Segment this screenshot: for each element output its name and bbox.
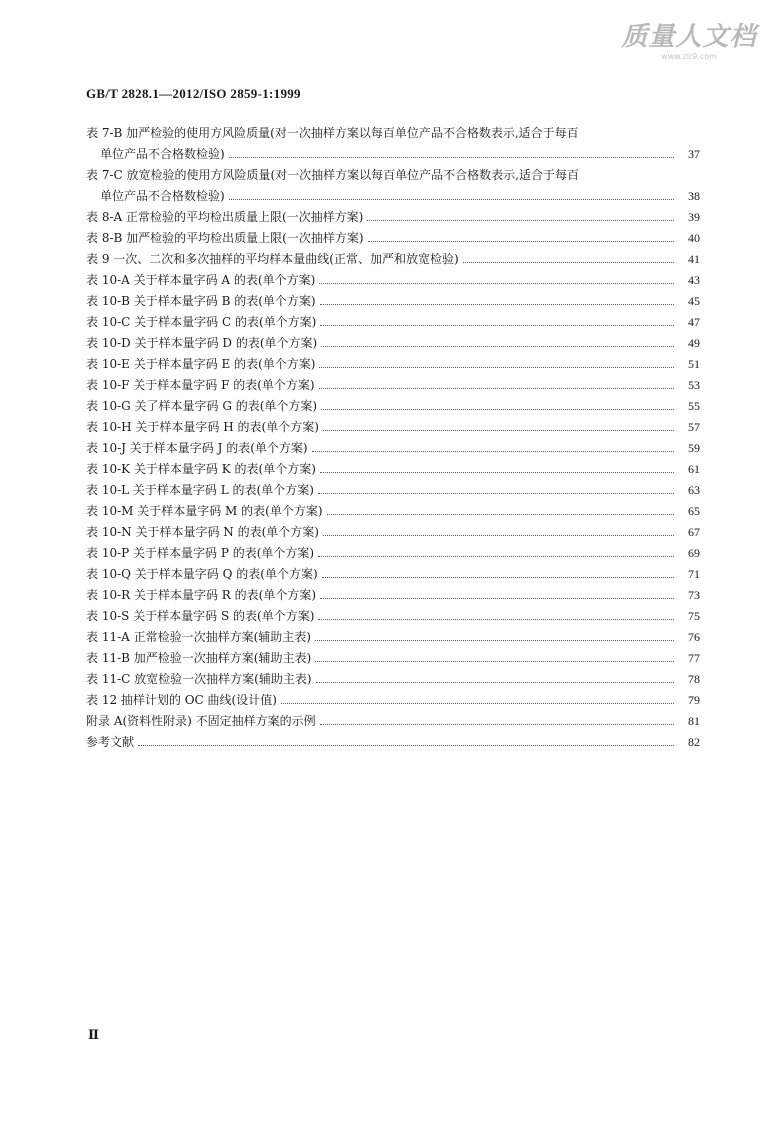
toc-item-title-line2: 单位产品不合格数检验) <box>100 189 225 203</box>
toc-item-title: 表 11-C 放宽检验一次抽样方案(辅助主表) <box>86 672 312 686</box>
toc-item-title: 表 10-B 关于样本量字码 B 的表(单个方案) <box>86 294 316 308</box>
dot-leader <box>322 577 674 578</box>
toc-page-number: 37 <box>688 147 700 161</box>
dot-leader <box>318 619 674 620</box>
dot-leader <box>323 430 674 431</box>
dot-leader <box>316 682 675 683</box>
toc-page-number: 41 <box>688 252 700 266</box>
toc-page-number: 63 <box>688 483 700 497</box>
toc-page-number: 78 <box>688 672 700 686</box>
toc-item-title: 表 10-D 关于样本量字码 D 的表(单个方案) <box>86 336 318 350</box>
dot-leader <box>321 346 674 347</box>
toc-item[interactable] <box>86 519 700 540</box>
toc-item-title: 表 10-K 关于样本量字码 K 的表(单个方案) <box>86 462 316 476</box>
toc-item[interactable] <box>86 330 700 351</box>
dot-leader <box>315 661 674 662</box>
dot-leader <box>319 283 674 284</box>
toc-item-title: 表 10-C 关于样本量字码 C 的表(单个方案) <box>86 315 317 329</box>
dot-leader <box>318 556 674 557</box>
toc-item-title: 表 10-G 关了样本量字码 G 的表(单个方案) <box>86 399 318 413</box>
toc-item-title: 表 9 一次、二次和多次抽样的平均样本量曲线(正常、加严和放宽检验) <box>86 252 459 266</box>
dot-leader <box>320 472 674 473</box>
toc-page-number: 67 <box>688 525 700 539</box>
toc-page-number: 69 <box>688 546 700 560</box>
toc-item[interactable] <box>86 582 700 603</box>
toc-item[interactable] <box>86 246 700 267</box>
toc-page-number: 71 <box>688 567 700 581</box>
toc-item-title: 表 11-B 加严检验一次抽样方案(辅助主表) <box>86 651 312 665</box>
toc-page-number: 61 <box>688 462 700 476</box>
dot-leader <box>281 703 674 704</box>
dot-leader <box>320 304 674 305</box>
toc-item[interactable] <box>86 540 700 561</box>
toc-item[interactable] <box>86 603 700 624</box>
toc-item-title: 表 10-J 关于样本量字码 J 的表(单个方案) <box>86 441 308 455</box>
toc-item-title: 表 10-H 关于样本量字码 H 的表(单个方案) <box>86 420 319 434</box>
page-number-footer: Ⅱ <box>88 1027 99 1042</box>
toc-item[interactable] <box>86 393 700 414</box>
toc-page-number: 77 <box>688 651 700 665</box>
toc-page-number: 47 <box>688 315 700 329</box>
toc-page-number: 59 <box>688 441 700 455</box>
toc-item[interactable] <box>86 267 700 288</box>
toc-item-title: 表 10-F 关于样本量字码 F 的表(单个方案) <box>86 378 315 392</box>
toc-page-number: 40 <box>688 231 700 245</box>
toc-item-title: 表 12 抽样计划的 OC 曲线(设计值) <box>86 693 277 707</box>
toc-page-number: 57 <box>688 420 700 434</box>
dot-leader <box>315 640 674 641</box>
toc-page-number: 73 <box>688 588 700 602</box>
dot-leader <box>320 724 674 725</box>
toc-item-title: 表 8-B 加严检验的平均检出质量上限(一次抽样方案) <box>86 231 364 245</box>
toc-item-title: 表 8-A 正常检验的平均检出质量上限(一次抽样方案) <box>86 210 364 224</box>
toc-item[interactable] <box>86 729 700 750</box>
toc-item-wrapped[interactable] <box>86 162 700 204</box>
toc-page-number: 49 <box>688 336 700 350</box>
toc-page-number: 51 <box>688 357 700 371</box>
toc-item-title: 表 10-A 关于样本量字码 A 的表(单个方案) <box>86 273 316 287</box>
toc-page-number: 43 <box>688 273 700 287</box>
toc-item-title: 附录 A(资料性附录) 不固定抽样方案的示例 <box>86 714 316 728</box>
dot-leader <box>320 598 674 599</box>
toc-item[interactable] <box>86 708 700 729</box>
toc-item[interactable] <box>86 225 700 246</box>
toc-item[interactable] <box>86 414 700 435</box>
toc-item[interactable] <box>86 309 700 330</box>
dot-leader <box>327 514 674 515</box>
toc-item-title-line1: 表 7-C 放宽检验的使用方风险质量(对一次抽样方案以每百单位产品不合格数表示,适合于每百 <box>86 168 579 182</box>
toc-item[interactable] <box>86 456 700 477</box>
toc-item-title: 表 10-N 关于样本量字码 N 的表(单个方案) <box>86 525 319 539</box>
toc-item-title: 表 10-S 关于样本量字码 S 的表(单个方案) <box>86 609 315 623</box>
watermark-url: www.zlr9.com <box>661 52 717 61</box>
toc-page-number: 38 <box>688 189 700 203</box>
toc-item[interactable] <box>86 351 700 372</box>
table-of-contents <box>86 120 700 750</box>
toc-item[interactable] <box>86 372 700 393</box>
dot-leader <box>319 367 674 368</box>
toc-page-number: 75 <box>688 609 700 623</box>
dot-leader <box>321 409 674 410</box>
watermark-logo <box>614 22 764 70</box>
toc-page-number: 53 <box>688 378 700 392</box>
toc-page-number: 65 <box>688 504 700 518</box>
toc-item-title: 表 10-E 关于样本量字码 E 的表(单个方案) <box>86 357 316 371</box>
toc-item-title: 参考文献 <box>86 735 135 749</box>
toc-item[interactable] <box>86 288 700 309</box>
toc-item[interactable] <box>86 204 700 225</box>
toc-page-number: 81 <box>688 714 700 728</box>
standard-header: GB/T 2828.1—2012/ISO 2859-1:1999 <box>86 86 301 101</box>
toc-page-number: 39 <box>688 210 700 224</box>
watermark-brand: 质量人文档 <box>621 22 757 52</box>
toc-item[interactable] <box>86 645 700 666</box>
toc-item-title: 表 10-L 关于样本量字码 L 的表(单个方案) <box>86 483 314 497</box>
dot-leader <box>318 493 674 494</box>
toc-item[interactable] <box>86 498 700 519</box>
dot-leader <box>463 262 674 263</box>
dot-leader <box>229 199 674 200</box>
toc-item[interactable] <box>86 435 700 456</box>
dot-leader <box>367 220 674 221</box>
dot-leader <box>320 325 674 326</box>
toc-item-title-line2: 单位产品不合格数检验) <box>100 147 225 161</box>
toc-item[interactable] <box>86 561 700 582</box>
toc-item-title: 表 11-A 正常检验一次抽样方案(辅助主表) <box>86 630 311 644</box>
dot-leader <box>319 388 674 389</box>
toc-page-number: 45 <box>688 294 700 308</box>
toc-item[interactable] <box>86 687 700 708</box>
toc-item[interactable] <box>86 666 700 687</box>
toc-item[interactable] <box>86 624 700 645</box>
toc-item-wrapped[interactable] <box>86 120 700 162</box>
dot-leader <box>368 241 674 242</box>
dot-leader <box>138 745 674 746</box>
toc-item-title: 表 10-R 关于样本量字码 R 的表(单个方案) <box>86 588 317 602</box>
toc-item-title-line1: 表 7-B 加严检验的使用方风险质量(对一次抽样方案以每百单位产品不合格数表示,适合于每百 <box>86 126 579 140</box>
dot-leader <box>312 451 674 452</box>
toc-page-number: 76 <box>688 630 700 644</box>
toc-page-number: 79 <box>688 693 700 707</box>
dot-leader <box>323 535 674 536</box>
toc-item[interactable] <box>86 477 700 498</box>
toc-item-title: 表 10-M 关于样本量字码 M 的表(单个方案) <box>86 504 323 518</box>
toc-item-title: 表 10-P 关于样本量字码 P 的表(单个方案) <box>86 546 315 560</box>
dot-leader <box>229 157 674 158</box>
toc-item-title: 表 10-Q 关于样本量字码 Q 的表(单个方案) <box>86 567 318 581</box>
toc-page-number: 82 <box>688 735 700 749</box>
toc-page-number: 55 <box>688 399 700 413</box>
